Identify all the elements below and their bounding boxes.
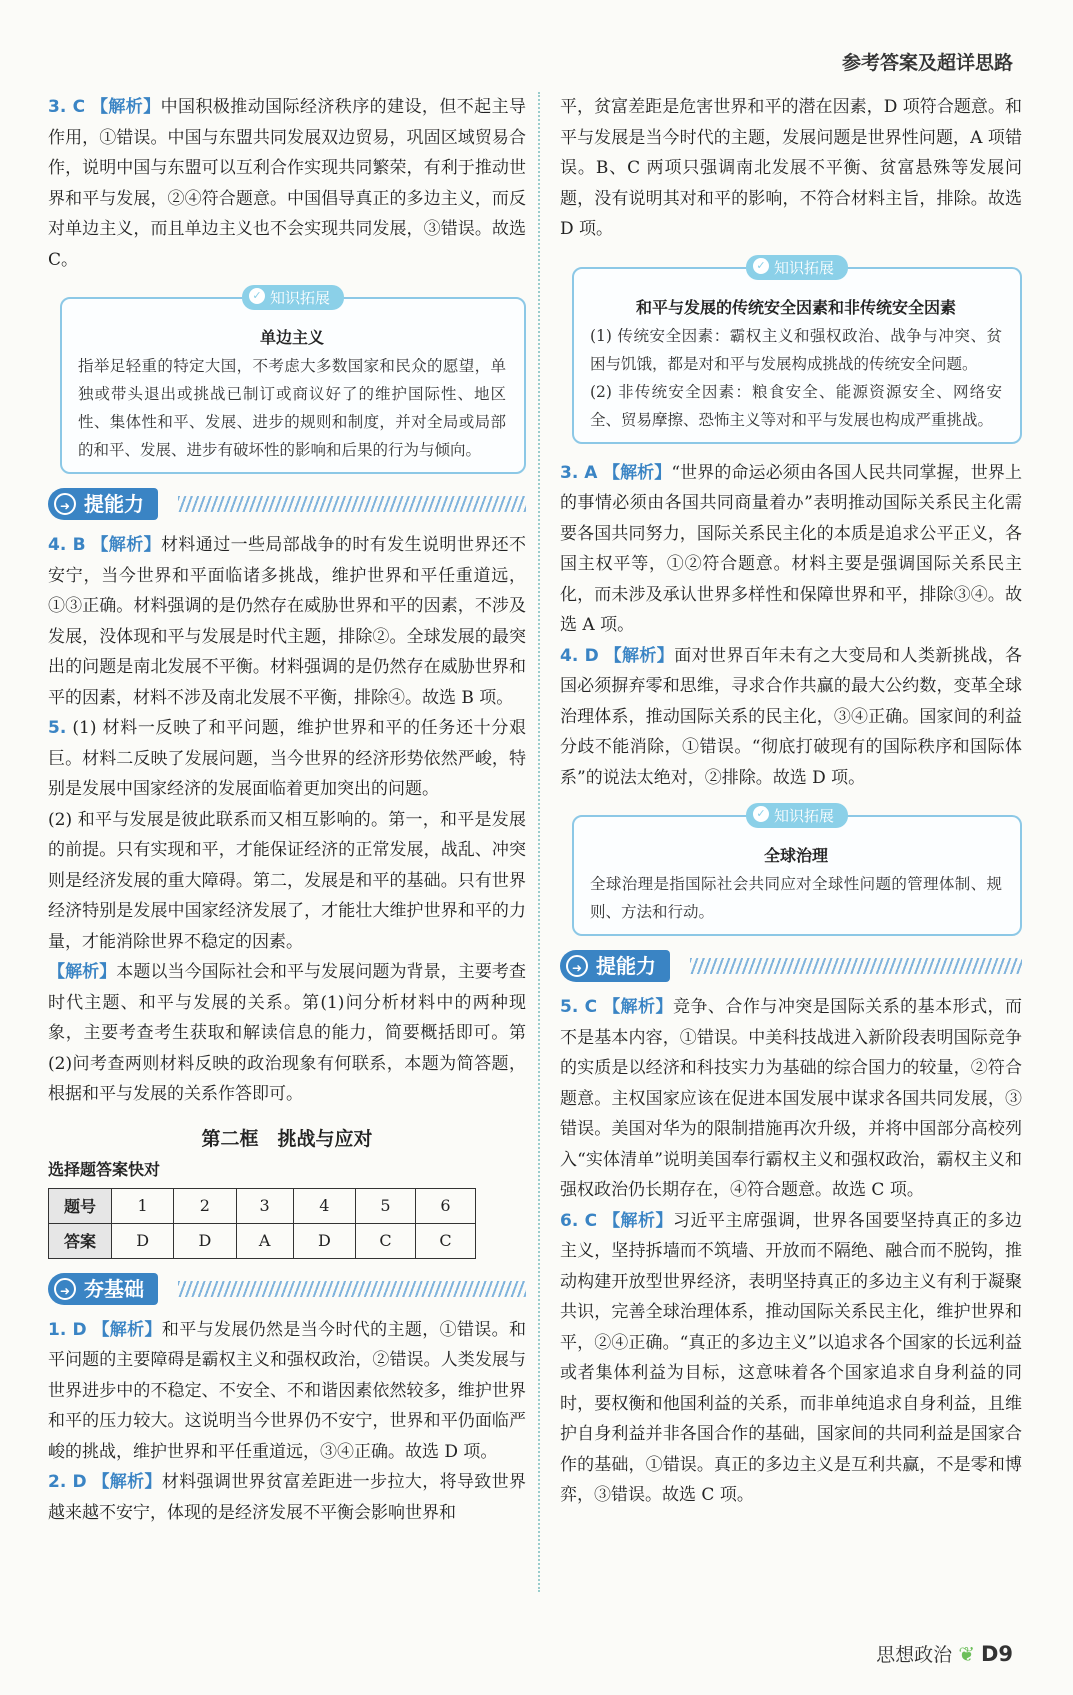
box-body: (1) 传统安全因素：霸权主义和强权政治、战争与冲突、贫困与饥饿，都是对和平与发展构成挑战的传统安全问题。 <box>590 326 1002 373</box>
knowledge-box-unilateralism <box>60 289 526 474</box>
page-header: 参考答案及超详思路 <box>841 52 1013 74</box>
right-column <box>560 92 1022 1511</box>
rocket-icon: ➜ <box>54 493 76 515</box>
answer-5: 5. (1) 材料一反映了和平问题，维护世界和平的任务还十分艰巨。材料二反映了发展问题，当今世界的经济形势依然严峻，特别是发展中国家经济的发展面临着更加突出的问题。 <box>48 718 526 799</box>
knowledge-box-governance <box>572 807 1022 936</box>
answer-1: 1. D 【解析】和平与发展仍然是当今时代的主题，①错误。和平问题的主要障碍是霸权主义和强权政治，②错误。人类发展与世界进步中的不稳定、不安全、不和谐因素依然较多，维护世界和平的压力较大。这说明当今世界仍不安宁，世界和平仍面临严峻的挑战，维护世界和平任重道远，③④正确。故选 D 项。 <box>48 1319 527 1462</box>
section-header-ability: ➜ 提能力 <box>560 950 1022 984</box>
answer-4: 4. B 【解析】材料通过一些局部战争的时有发生说明世界还不安宁，当今世界和平面临诸多挑战，维护世界和平任重道远，①③正确。材料强调的是仍然存在威胁世界和平的因素，不涉及发展，没体现和平与发展是时代主题，排除②。全球发展的最突出的问题是南北发展不平衡。材料强调的是仍然存在威胁世界和平的因素，材料不涉及南北发展不平衡，排除④。故选 B 项。 <box>48 535 527 708</box>
answer-4: 4. D 【解析】面对世界百年未有之大变局和人类新挑战，各国必须摒弃零和思维，寻求合作共赢的最大公约数，变革全球治理体系，推动国际关系的民主化，③④正确。国家间的利益分歧不能消除，①错误。“彻底打破现有的国际秩序和国际体系”的说法太绝对，②排除。故选 D 项。 <box>560 645 1023 788</box>
answer-2: 2. D 【解析】材料强调世界贫富差距进一步拉大，将导致世界越来越不安宁，体现的是经济发展不平衡会影响世界和 <box>48 1472 527 1523</box>
rocket-icon: ➜ <box>566 955 588 977</box>
section-header-basics: ➜ 夯基础 <box>48 1273 526 1307</box>
knowledge-box-security <box>572 258 1022 444</box>
subject-label: 思想政治 <box>876 1644 953 1666</box>
section-stripe <box>178 1281 526 1297</box>
answer-5-analysis: 【解析】本题以当今国际社会和平与发展问题为背景，主要考查时代主题、和平与发展的关系。第(1)问分析材料中的两种现象，主要考查考生获取和解读信息的能力，简要概括即可。第(2)问考查两则材料反映的政治现象有何联系，本题为简答题，根据和平与发展的关系作答即可。 <box>48 962 526 1104</box>
page-number: D9 <box>980 1642 1013 1666</box>
section-stripe <box>690 958 1022 974</box>
answer-3: 3. C 【解析】中国积极推动国际经济秩序的建设，但不起主导作用，①错误。中国与东盟共同发展双边贸易，巩固区域贸易合作，说明中国与东盟可以互利合作实现共同繁荣，有利于推动世界和平与发展，②④符合题意。中国倡导真正的多边主义，而反对单边主义，而且单边主义也不会实现共同发展，③错误。故选 C。 <box>48 97 527 270</box>
table-row: 答案 D D A D C C <box>49 1223 476 1258</box>
knowledge-label: ✓ 知识拓展 <box>746 255 848 280</box>
answer-5: 5. C 【解析】竞争、合作与冲突是国际关系的基本形式，而不是基本内容，①错误。中美科技战进入新阶段表明国际竞争的实质是以经济和科技实力为基础的综合国力的较量，②符合题意。主权国家应该在促进本国发展中谋求各国共同发展，③错误。美国对华为的限制措施再次升级，并将中国部分高校列入“实体清单”说明美国奉行霸权主义和强权政治，霸权主义和强权政治仍长期存在，④符合题意。故选 C 项。 <box>560 997 1023 1200</box>
box-body: 指举足轻重的特定大国，不考虑大多数国家和民众的愿望，单独或带头退出或挑战已制订或商议好了的维护国际性、地区性、集体性和平、发展、进步的规则和制度，并对全局或局部的和平、发展、进步有破坏性的影响和后果的行为与倾向。 <box>78 357 506 459</box>
page-footer <box>876 1640 1013 1667</box>
rocket-icon: ➜ <box>54 1278 76 1300</box>
table-row: 题号 1 2 3 4 5 6 <box>49 1188 476 1223</box>
box-body: 全球治理是指国际社会共同应对全球性问题的管理体制、规则、方法和行动。 <box>590 875 1002 921</box>
lightbulb-icon: ✓ <box>753 806 769 822</box>
box-body: (2) 非传统安全因素：粮食安全、能源资源安全、网络安全、贸易摩擦、恐怖主义等对和平与发展也构成严重挑战。 <box>590 382 1002 429</box>
knowledge-label: ✓ 知识拓展 <box>242 285 344 310</box>
answer-2-continued: 平，贫富差距是危害世界和平的潜在因素，D 项符合题意。和平与发展是当今时代的主题，发展问题是世界性问题，A 项错误。B、C 两项只强调南北发展不平衡、贫富悬殊等发展问题，没有说明其对和平的影响，不符合材料主旨，排除。故选 D 项。 <box>560 97 1022 239</box>
leaf-icon: ❦ <box>958 1642 975 1666</box>
frame-title: 第二框 挑战与应对 <box>201 1127 373 1150</box>
lightbulb-icon: ✓ <box>753 258 769 274</box>
quick-answer-title: 选择题答案快对 <box>48 1159 161 1179</box>
column-divider <box>538 92 540 1592</box>
knowledge-label: ✓ 知识拓展 <box>746 803 848 828</box>
lightbulb-icon: ✓ <box>249 288 265 304</box>
left-column <box>48 92 526 1528</box>
answer-3: 3. A 【解析】“世界的命运必须由各国人民共同掌握，世界上的事情必须由各国共同商量着办”表明推动国际关系民主化需要各国共同努力，国际关系民主化的本质是追求公平正义，各国主权平等，①②符合题意。材料主要是强调国际关系民主化，而未涉及承认世界多样性和保障世界和平，排除③④。故选 A 项。 <box>560 462 1023 635</box>
box-title: 全球治理 <box>763 846 828 865</box>
section-header-ability: ➜ 提能力 <box>48 488 526 522</box>
answer-5-part2: (2) 和平与发展是彼此联系而又相互影响的。第一，和平是发展的前提。只有实现和平，才能保证经济的正常发展，战乱、冲突则是经济发展的重大障碍。第二，发展是和平的基础。只有世界经济特别是发展中国家经济发展了，才能壮大维护世界和平的力量，才能消除世界不稳定的因素。 <box>48 809 526 952</box>
box-title: 和平与发展的传统安全因素和非传统安全因素 <box>635 297 956 317</box>
section-stripe <box>178 496 526 512</box>
box-title: 单边主义 <box>259 328 324 347</box>
answer-table <box>48 1188 476 1259</box>
answer-6: 6. C 【解析】习近平主席强调，世界各国要坚持真正的多边主义，坚持拆墙而不筑墙、开放而不隔绝、融合而不脱钩，推动构建开放型世界经济，表明坚持真正的多边主义有利于凝聚共识，完善全球治理体系，推动国际关系民主化，维护世界和平，②④正确。“真正的多边主义”以追求各个国家的长远利益或者集体利益为目标，这意味着各个国家追求自身利益的同时，要权衡和他国利益的关系，而非单纯追求自身利益，且维护自身利益并非各国合作的基础，国家间的共同利益是国家合作的基础，①错误。真正的多边主义是互利共赢，不是零和博弈，③错误。故选 C 项。 <box>560 1210 1023 1505</box>
